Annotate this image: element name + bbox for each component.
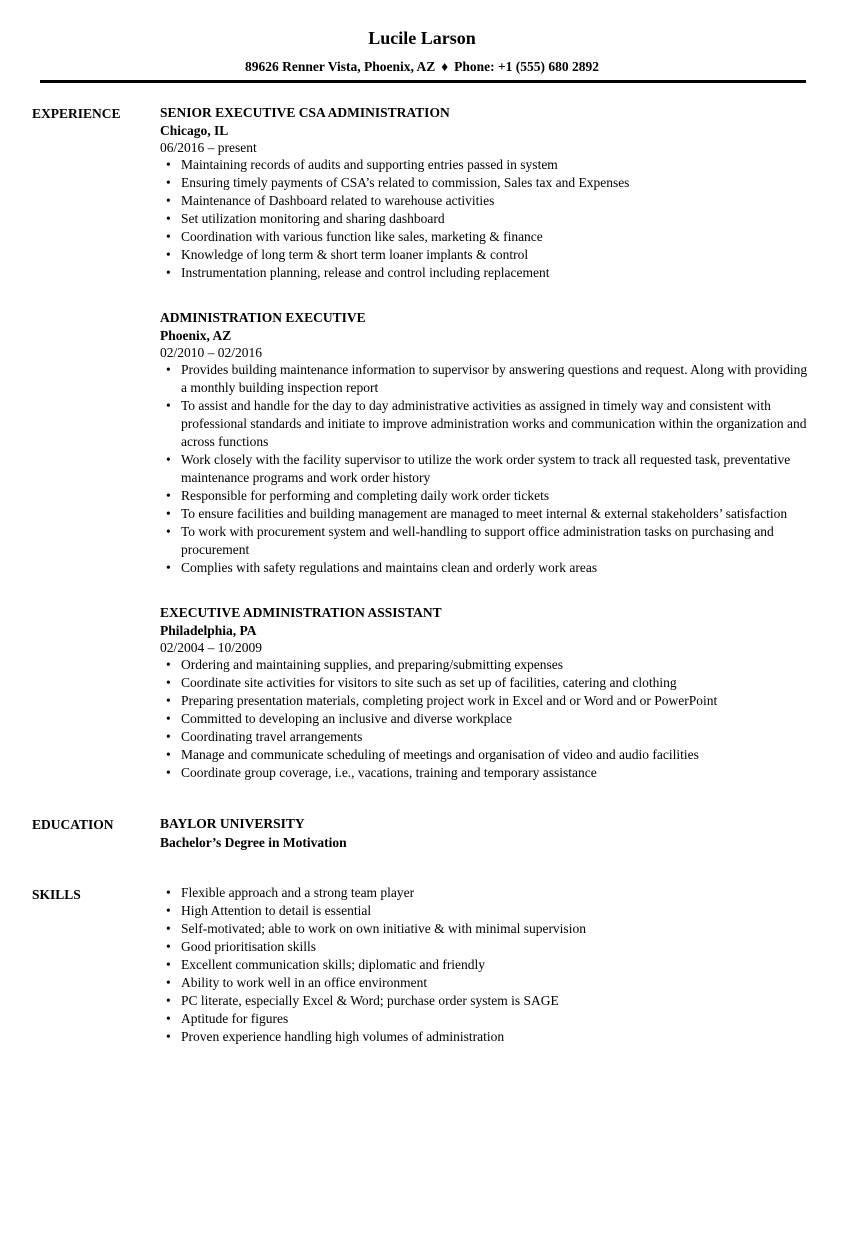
education-content xyxy=(160,814,812,852)
bullet-item: • Instrumentation planning, release and control including replacement xyxy=(160,264,812,282)
job-bullet-list xyxy=(160,156,812,282)
experience-section xyxy=(32,103,812,782)
bullet-item: • Excellent communication skills; diplomatic and friendly xyxy=(160,956,812,974)
bullet-item: • High Attention to detail is essential xyxy=(160,902,812,920)
bullet-item: • Work closely with the facility supervisor to utilize the work order system to track all requested task, preventative maintenance programs and work order history xyxy=(160,451,812,487)
bullet-item: • To assist and handle for the day to day administrative activities as assigned in timely way and consistent with professional standards and initiate to improve administration works and communication within the organization and across functions xyxy=(160,397,812,451)
bullet-item: • Maintaining records of audits and supporting entries passed in system xyxy=(160,156,812,174)
bullet-item: • Self-motivated; able to work on own initiative & with minimal supervision xyxy=(160,920,812,938)
bullet-item: • Set utilization monitoring and sharing dashboard xyxy=(160,210,812,228)
job-title: SENIOR EXECUTIVE CSA ADMINISTRATION xyxy=(160,105,450,120)
experience-content xyxy=(160,103,812,782)
bullet-item: • Provides building maintenance information to supervisor by answering questions and request. Along with providing a monthly building inspection report xyxy=(160,361,812,397)
degree-name: Bachelor’s Degree in Motivation xyxy=(160,835,347,850)
job-location: Chicago, IL xyxy=(160,123,229,138)
bullet-item: • Manage and communicate scheduling of meetings and organisation of video and audio facilities xyxy=(160,746,812,764)
skills-bullet-list xyxy=(160,884,812,1046)
job-dates: 02/2010 – 02/2016 xyxy=(160,345,263,360)
job-bullet-list xyxy=(160,656,812,782)
bullet-item: • Coordinating travel arrangements xyxy=(160,728,812,746)
job-dates: 02/2004 – 10/2009 xyxy=(160,640,263,655)
skills-section xyxy=(32,884,812,1046)
bullet-item: • Committed to developing an inclusive and diverse workplace xyxy=(160,710,812,728)
education-section xyxy=(32,814,812,852)
bullet-item: • Flexible approach and a strong team player xyxy=(160,884,812,902)
job-bullet-list xyxy=(160,361,812,577)
skills-content xyxy=(160,884,812,1046)
job-entry-administration-executive xyxy=(160,308,812,577)
person-name: Lucile Larson xyxy=(368,28,476,48)
experience-label: EXPERIENCE xyxy=(32,106,121,121)
job-location: Philadelphia, PA xyxy=(160,623,257,638)
bullet-item: • Maintenance of Dashboard related to warehouse activities xyxy=(160,192,812,210)
bullet-item: • Ensuring timely payments of CSA’s related to commission, Sales tax and Expenses xyxy=(160,174,812,192)
bullet-item: • Proven experience handling high volumes of administration xyxy=(160,1028,812,1046)
job-entry-senior-executive-csa xyxy=(160,103,812,282)
bullet-item: • Ordering and maintaining supplies, and preparing/submitting expenses xyxy=(160,656,812,674)
bullet-item: • Coordinate group coverage, i.e., vacations, training and temporary assistance xyxy=(160,764,812,782)
bullet-item: • Ability to work well in an office environment xyxy=(160,974,812,992)
job-dates: 06/2016 – present xyxy=(160,140,257,155)
address-text: 89626 Renner Vista, Phoenix, AZ xyxy=(244,59,436,74)
contact-line xyxy=(32,58,812,76)
bullet-item: • Knowledge of long term & short term loaner implants & control xyxy=(160,246,812,264)
resume-header xyxy=(32,26,812,83)
bullet-item: • Good prioritisation skills xyxy=(160,938,812,956)
diamond-separator-icon: ♦ xyxy=(441,59,449,74)
job-title: EXECUTIVE ADMINISTRATION ASSISTANT xyxy=(160,605,442,620)
job-entry-executive-administration-assistant xyxy=(160,603,812,782)
bullet-item: • Responsible for performing and completing daily work order tickets xyxy=(160,487,812,505)
phone-text: Phone: +1 (555) 680 2892 xyxy=(454,59,600,74)
bullet-item: • Complies with safety regulations and maintains clean and orderly work areas xyxy=(160,559,812,577)
education-label: EDUCATION xyxy=(32,817,114,832)
header-divider xyxy=(40,80,806,83)
bullet-item: • Coordination with various function like sales, marketing & finance xyxy=(160,228,812,246)
skills-label: SKILLS xyxy=(32,887,81,902)
job-title: ADMINISTRATION EXECUTIVE xyxy=(160,310,366,325)
bullet-item: • Aptitude for figures xyxy=(160,1010,812,1028)
job-location: Phoenix, AZ xyxy=(160,328,232,343)
bullet-item: • PC literate, especially Excel & Word; purchase order system is SAGE xyxy=(160,992,812,1010)
bullet-item: • To ensure facilities and building management are managed to meet internal & external stakeholders’ satisfaction xyxy=(160,505,812,523)
bullet-item: • Preparing presentation materials, completing project work in Excel and or Word and or PowerPoint xyxy=(160,692,812,710)
bullet-item: • Coordinate site activities for visitors to site such as set up of facilities, catering and clothing xyxy=(160,674,812,692)
school-name: BAYLOR UNIVERSITY xyxy=(160,816,305,831)
bullet-item: • To work with procurement system and well-handling to support office administration tasks on purchasing and procurement xyxy=(160,523,812,559)
